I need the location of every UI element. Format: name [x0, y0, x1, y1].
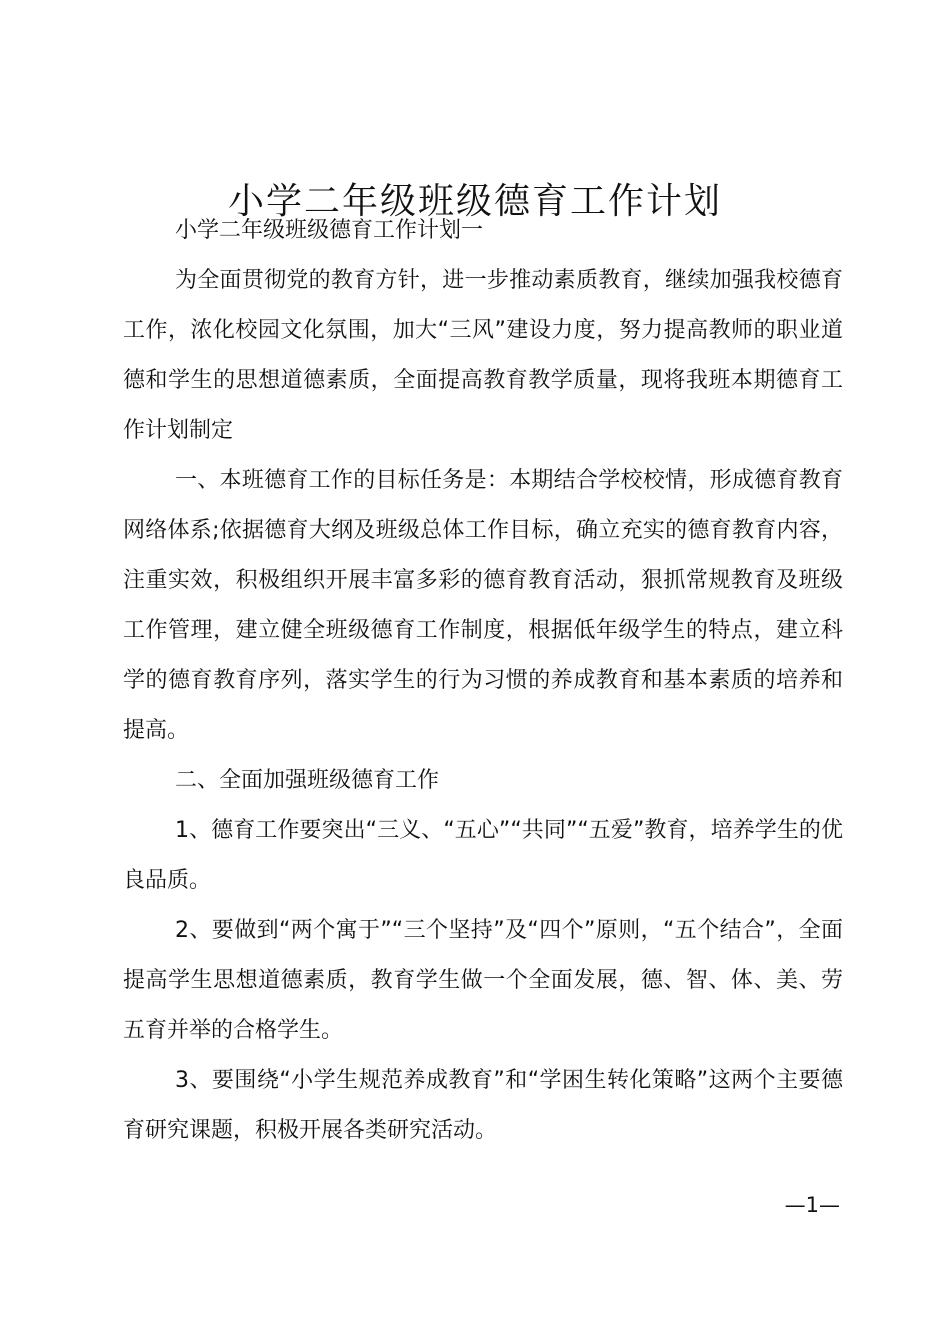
- subtitle-paragraph: 小学二年级班级德育工作计划一: [175, 218, 484, 243]
- item-one-paragraph: 1、德育工作要突出“三义、“五心”“共同”“五爱”教育，培养学生的优良品质。: [123, 818, 843, 893]
- page-number: —1—: [784, 1193, 840, 1217]
- section-one-paragraph: 一、本班德育工作的目标任务是：本期结合学校校情，形成德育教育网络体系;依据德育大纲及班级总体工作目标，确立充实的德育教育内容，注重实效，积极组织开展丰富多彩的德育教育活动，狠抓常规教育及班级工作管理，建立健全班级德育工作制度，根据低年级学生的特点，建立科学的德育教育序列，落实学生的行为习惯的养成教育和基本素质的培养和提高。: [123, 468, 843, 743]
- item-two-paragraph: 2、要做到“两个寓于”“三个坚持”及“四个”原则，“五个结合”，全面提高学生思想道德素质，教育学生做一个全面发展，德、智、体、美、劳五育并举的合格学生。: [123, 918, 843, 1043]
- intro-paragraph: 为全面贯彻党的教育方针，进一步推动素质教育，继续加强我校德育工作，浓化校园文化氛围，加大“三风”建设力度，努力提高教师的职业道德和学生的思想道德素质，全面提高教育教学质量，现将我班本期德育工作计划制定: [123, 268, 843, 443]
- section-two-heading: 二、全面加强班级德育工作: [175, 768, 440, 793]
- document-body: [123, 206, 843, 1156]
- document-title: 小学二年级班级德育工作计划: [227, 181, 722, 223]
- item-three-paragraph: 3、要围绕“小学生规范养成教育”和“学困生转化策略”这两个主要德育研究课题，积极开展各类研究活动。: [123, 1068, 843, 1143]
